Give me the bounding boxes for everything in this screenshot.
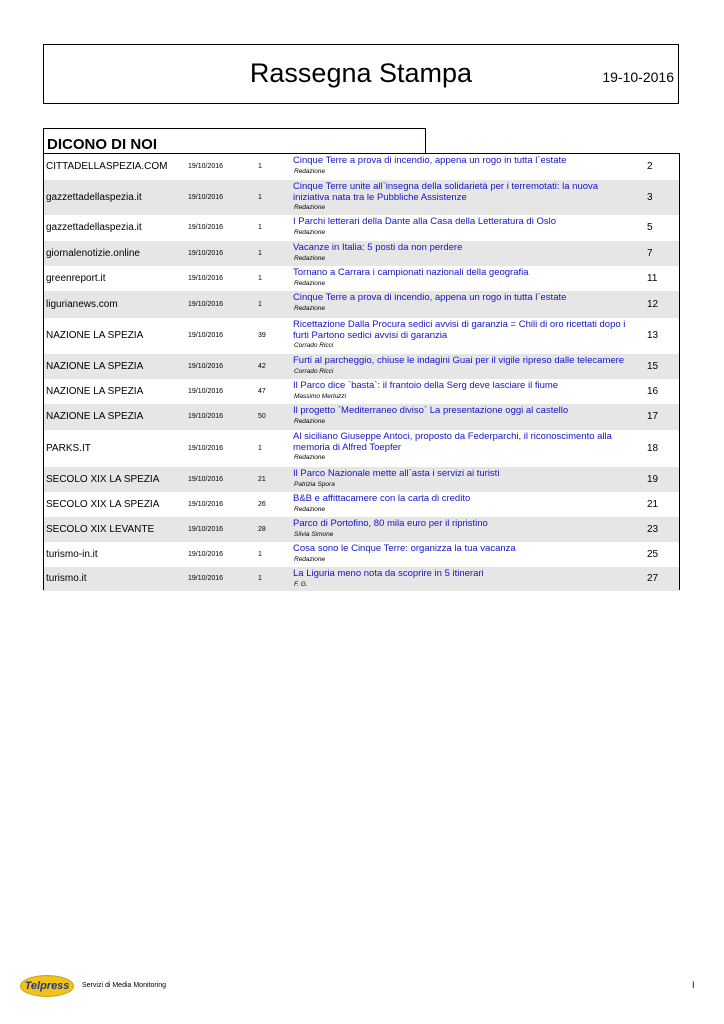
table-row	[44, 430, 679, 467]
source-name: giornalenotizie.online	[46, 248, 140, 259]
article-date: 19/10/2016	[188, 301, 224, 308]
article-index-number: 25	[647, 549, 659, 560]
article-title-link[interactable]	[293, 293, 639, 304]
telpress-logo-text: Telpress	[24, 980, 70, 992]
source-name: gazzettadellaspezia.it	[46, 222, 142, 233]
article-author: F. G.	[294, 580, 308, 588]
table-row	[44, 266, 679, 291]
source-name: NAZIONE LA SPEZIA	[46, 386, 144, 397]
table-row	[44, 154, 679, 180]
article-title-line: Il Parco dice `basta`: il frantoio della Serg deve lasciare il fiume	[293, 380, 559, 391]
source-name: SECOLO XIX LA SPEZIA	[46, 499, 160, 510]
article-title-line: Tornano a Carrara i campionati nazionali della geografia	[293, 267, 529, 278]
article-index-number: 13	[647, 330, 659, 341]
article-title-link[interactable]	[293, 544, 639, 555]
article-title-line: B&B e affittacamere con la carta di credito	[293, 493, 471, 504]
header-box	[43, 44, 679, 104]
table-row	[44, 542, 679, 567]
section-title: DICONO DI NOI	[47, 136, 158, 153]
source-name: NAZIONE LA SPEZIA	[46, 330, 144, 341]
article-page: 1	[258, 551, 262, 558]
source-name: ligurianews.com	[46, 299, 118, 310]
table-row	[44, 291, 679, 318]
article-title-link[interactable]	[293, 268, 639, 279]
article-date: 19/10/2016	[188, 224, 224, 231]
article-page: 39	[258, 332, 266, 339]
article-title-line: Il Parco Nazionale mette all`asta i servizi ai turisti	[293, 468, 500, 479]
article-page: 42	[258, 363, 266, 370]
article-title-link[interactable]	[293, 182, 639, 203]
source-name: turismo-in.it	[46, 549, 98, 560]
article-title-link[interactable]	[293, 243, 639, 254]
article-author: Redazione	[294, 254, 326, 262]
footer-tagline: Servizi di Media Monitoring	[82, 982, 167, 989]
article-author: Redazione	[294, 228, 326, 236]
table-row	[44, 467, 679, 492]
article-index-number: 27	[647, 573, 659, 584]
article-date: 19/10/2016	[188, 250, 224, 257]
article-date: 19/10/2016	[188, 551, 224, 558]
telpress-logo	[20, 975, 74, 997]
article-author: Patrizia Spora	[294, 480, 335, 488]
article-page: 1	[258, 250, 262, 257]
article-title-line: Cinque Terre a prova di incendio, appena un rogo in tutta l`estate	[293, 155, 567, 166]
article-title-link[interactable]	[293, 406, 639, 417]
article-title-link[interactable]	[293, 381, 639, 392]
article-title-link[interactable]	[293, 469, 639, 480]
article-title-link[interactable]	[293, 432, 639, 453]
article-page: 1	[258, 275, 262, 282]
article-date: 19/10/2016	[188, 275, 224, 282]
source-name: greenreport.it	[46, 273, 106, 284]
article-author: Massimo Merluzzi	[294, 392, 347, 400]
article-title-line: I Parchi letterari della Dante alla Casa della Letteratura di Oslo	[293, 216, 556, 227]
table-row	[44, 180, 679, 215]
source-name: SECOLO XIX LEVANTE	[46, 524, 155, 535]
article-author: Redazione	[294, 167, 326, 175]
article-date: 19/10/2016	[188, 501, 224, 508]
table-row	[44, 379, 679, 404]
source-name: SECOLO XIX LA SPEZIA	[46, 474, 160, 485]
article-author: Corrado Ricci	[294, 342, 334, 349]
article-title-line: Parco di Portofino, 80 mila euro per il ripristino	[293, 518, 488, 529]
article-title-line: memoria di Alfred Toepfer	[293, 441, 402, 453]
table-row	[44, 354, 679, 379]
article-index-number: 21	[647, 499, 659, 510]
article-author: Corrado Ricci	[294, 367, 334, 375]
article-title-link[interactable]	[293, 156, 639, 167]
article-date: 19/10/2016	[188, 575, 224, 582]
article-author: Redazione	[294, 505, 326, 513]
article-title-link[interactable]	[293, 217, 639, 228]
article-page: 47	[258, 388, 266, 395]
article-title-line: La Liguria meno nota da scoprire in 5 itinerari	[293, 568, 484, 579]
article-title-line: Cinque Terre a prova di incendio, appena un rogo in tutta l`estate	[293, 292, 567, 303]
article-date: 19/10/2016	[188, 413, 224, 420]
article-date: 19/10/2016	[188, 526, 224, 533]
article-page: 1	[258, 224, 262, 231]
article-index-number: 7	[647, 248, 653, 259]
source-name: CITTADELLASPEZIA.COM	[46, 161, 168, 172]
article-date: 19/10/2016	[188, 388, 224, 395]
article-index-number: 18	[647, 443, 659, 454]
page-title: Rassegna Stampa	[249, 58, 473, 88]
article-index-number: 2	[647, 161, 653, 172]
article-date: 19/10/2016	[188, 194, 224, 201]
article-title-link[interactable]	[293, 356, 639, 367]
article-title-line: Cinque Terre unite all`insegna della solidarietà per i terremotati: la nuova	[293, 181, 599, 192]
article-title-link[interactable]	[293, 494, 639, 505]
article-page: 50	[258, 413, 266, 420]
article-index-number: 5	[647, 222, 653, 233]
article-page: 1	[258, 301, 262, 308]
table-row	[44, 517, 679, 542]
source-name: turismo.it	[46, 573, 87, 584]
article-page: 1	[258, 575, 262, 582]
article-page: 1	[258, 445, 262, 452]
table-row	[44, 241, 679, 266]
article-page: 28	[258, 526, 266, 533]
article-title-link[interactable]	[293, 569, 639, 580]
footer-page-number: I	[692, 980, 695, 990]
section-header	[43, 128, 426, 154]
article-author: Redazione	[294, 454, 326, 461]
article-author: Redazione	[294, 204, 326, 211]
source-name: NAZIONE LA SPEZIA	[46, 361, 144, 372]
article-title-line: Al siciliano Giuseppe Antoci, proposto da Federparchi, il riconoscimento alla	[293, 431, 612, 442]
article-index-number: 19	[647, 474, 659, 485]
article-author: Redazione	[294, 279, 326, 287]
article-title-link[interactable]	[293, 519, 639, 530]
article-title-line: Vacanze in Italia: 5 posti da non perdere	[293, 242, 463, 253]
table-row	[44, 567, 679, 591]
source-name: PARKS.IT	[46, 443, 91, 454]
article-page: 21	[258, 476, 266, 483]
article-author: Redazione	[294, 304, 326, 312]
article-date: 19/10/2016	[188, 476, 224, 483]
table-row	[44, 404, 679, 430]
report-date: 19-10-2016	[602, 69, 674, 85]
table-row	[44, 318, 679, 354]
article-title-line: iniziativa nata tra le Pubbliche Assistenze	[293, 191, 467, 203]
article-index-number: 23	[647, 524, 659, 535]
article-index-number: 17	[647, 411, 659, 422]
article-page: 26	[258, 501, 266, 508]
articles-table	[43, 153, 680, 590]
article-title-line: Cosa sono le Cinque Terre: organizza la tua vacanza	[293, 543, 516, 554]
article-date: 19/10/2016	[188, 445, 224, 452]
article-author: Redazione	[294, 555, 326, 563]
table-row	[44, 215, 679, 241]
article-date: 19/10/2016	[188, 163, 224, 170]
table-row	[44, 492, 679, 517]
article-date: 19/10/2016	[188, 332, 224, 339]
article-index-number: 16	[647, 386, 659, 397]
article-date: 19/10/2016	[188, 363, 224, 370]
article-title-line: furti Partono sedici avvisi di garanzia	[293, 329, 448, 341]
source-name: gazzettadellaspezia.it	[46, 192, 142, 203]
source-name: NAZIONE LA SPEZIA	[46, 411, 144, 422]
article-index-number: 3	[647, 192, 653, 203]
article-title-link[interactable]	[293, 320, 639, 341]
article-index-number: 11	[647, 273, 658, 284]
article-page: 1	[258, 194, 262, 201]
article-title-line: Il progetto `Mediterraneo diviso` La presentazione oggi al castello	[293, 405, 569, 416]
article-author: Redazione	[294, 417, 326, 425]
article-title-line: Furti al parcheggio, chiuse le indagini Guai per il vigile ripreso dalle telecamere	[293, 355, 625, 366]
article-index-number: 12	[647, 299, 659, 310]
article-page: 1	[258, 163, 262, 170]
article-author: Silvia Simone	[294, 530, 334, 538]
article-title-line: Ricettazione Dalla Procura sedici avvisi di garanzia = Chili di oro ricettati dopo i	[293, 319, 626, 330]
article-index-number: 15	[647, 361, 659, 372]
